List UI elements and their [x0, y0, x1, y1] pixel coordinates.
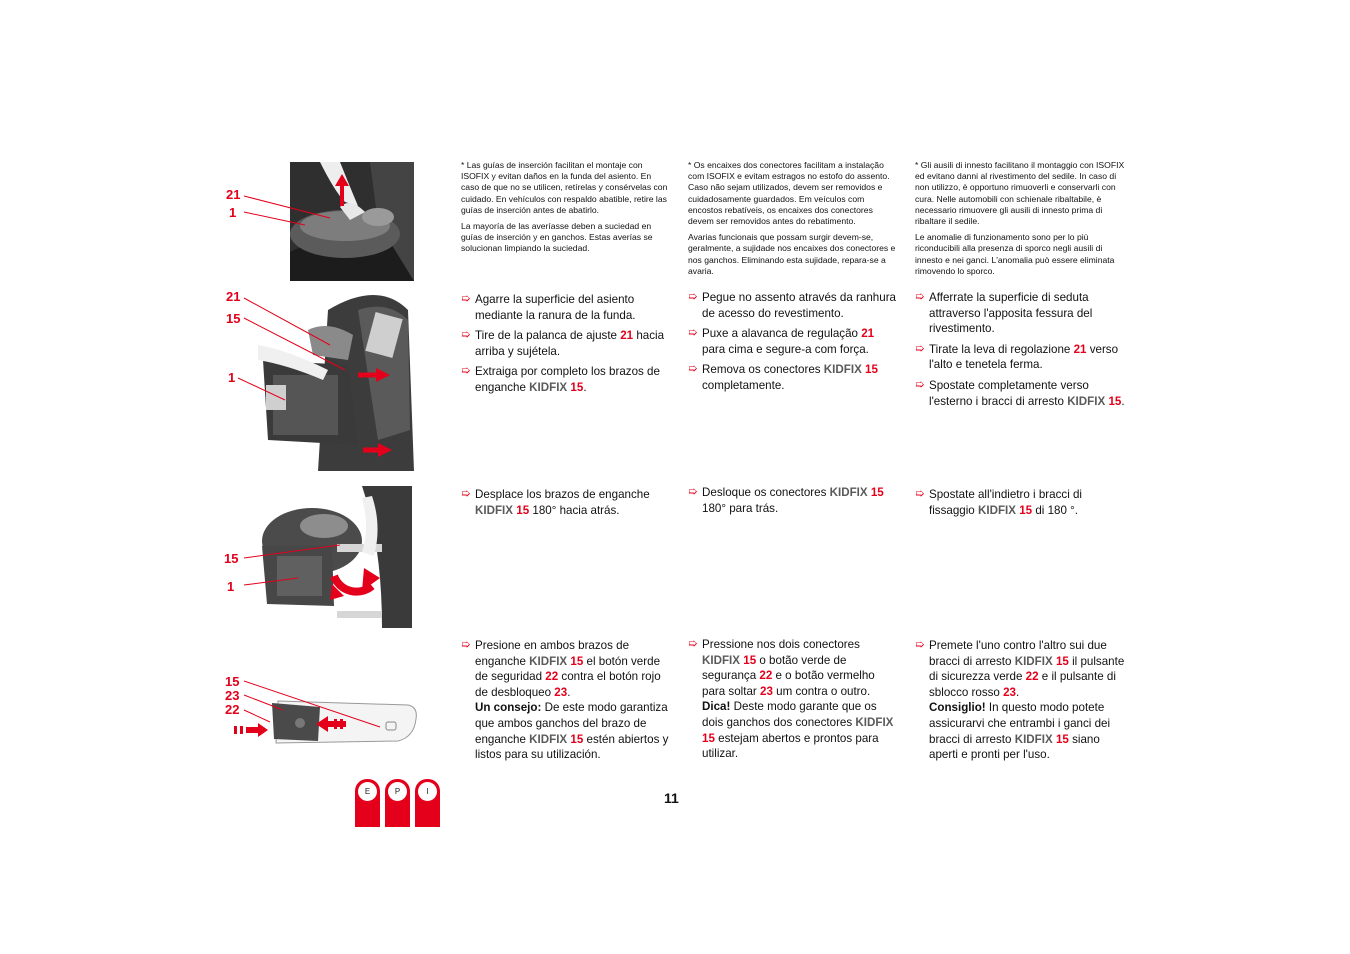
step-es-1c: ➯ Extraiga por completo los brazos de enganche KIDFIX 15.: [461, 365, 660, 394]
steps-es-2: [461, 487, 671, 523]
note-it-1: * Gli ausili di innesto facilitano il montaggio con ISOFIX ed evitano danni al rivestimento del sedile. In caso di non utilizzo, è opportuno rimuoverli e conservarli con cura. Nelle automobili con schienale ribaltabile, è necessario rimuovere gli ausili di innesto prima di ribaltare il sedile.: [915, 160, 1125, 227]
steps-it-1: [915, 290, 1125, 414]
note-pt-2: Avarias funcionais que possam surgir devem-se, geralmente, a sujidade nos encaixes dos conectores e nos ganchos. Eliminando esta sujidade, repara-se a avaria.: [688, 232, 896, 276]
steps-it-3: [915, 638, 1125, 768]
page-number: 11: [664, 790, 679, 806]
step-es-2a: ➯ Desplace los brazos de enganche KIDFIX 15 180° hacia atrás.: [461, 488, 650, 517]
step-it-2a: ➯ Spostate all'indietro i bracci di fissaggio KIDFIX 15 di 180 °.: [915, 488, 1083, 517]
step-it-1b: ➯ Tirate la leva di regolazione 21 verso l'alto e tenetela ferma.: [915, 342, 1119, 372]
arrow-bullet-icon: ➯: [915, 291, 925, 303]
steps-es-3: [461, 638, 671, 768]
step-es-1b: ➯ Tire de la palanca de ajuste 21 hacia arriba y sujétela.: [461, 329, 665, 358]
lang-tab-e: [355, 779, 380, 827]
arrow-bullet-icon: ➯: [461, 293, 471, 305]
lang-tab-e-label: E: [358, 782, 377, 801]
callout-fig2-15: 15: [226, 311, 241, 326]
figure-3-illustration: [262, 486, 412, 628]
steps-pt-2: [688, 485, 898, 521]
step-pt-1c: ➯ Remova os conectores KIDFIX 15 completamente.: [688, 363, 878, 392]
arrow-bullet-icon: ➯: [461, 329, 471, 342]
callout-fig2-1: 1: [228, 370, 236, 385]
arrow-bullet-icon: ➯: [915, 378, 925, 391]
figure-2-photo: [258, 290, 414, 471]
arrow-bullet-icon: ➯: [688, 363, 698, 376]
lang-tab-i-label: I: [418, 782, 437, 801]
arrow-bullet-icon: ➯: [688, 638, 698, 650]
lang-tab-i: [415, 779, 440, 827]
figure-4-push-arrow: [234, 722, 270, 738]
arrow-bullet-icon: ➯: [915, 639, 925, 651]
callout-fig4-22: 22: [225, 702, 240, 717]
callout-fig1-1: 1: [229, 205, 237, 220]
notes-es: [461, 160, 671, 255]
steps-pt-3: [688, 637, 898, 767]
note-it-2: Le anomalie di funzionamento sono per lo più riconducibili alla presenza di sporco negli ausili di innesto e nei ganci. L'anomalia può essere eliminata rimovendo lo sporco.: [915, 232, 1115, 276]
step-pt-1a: ➯ Pegue no assento através da ranhura de acesso do revestimento.: [688, 291, 897, 320]
callout-fig2-21: 21: [226, 289, 241, 304]
step-it-3a: ➯ Premete l'uno contro l'altro sui due bracci di arresto KIDFIX 15 il pulsante di sicurezza verde 22 e il pulsante di sblocco rosso 23. Consiglio! In questo modo potete assicurarvi che entrambi i ganci dei bracci di arresto KIDFIX 15 siano aperti e pronti per l'uso.: [915, 639, 1125, 762]
step-pt-3a: ➯ Pressione nos dois conectores KIDFIX 15 o botão verde de segurança 22 e o botão vermelho para soltar 23 um contra o outro. Dica! Deste modo garante que os dois ganchos dos conectores KIDFIX 15 estejam abertos e prontos para utilizar.: [688, 638, 894, 761]
callout-fig3-1: 1: [227, 579, 235, 594]
step-pt-1b: ➯ Puxe a alavanca de regulação 21 para cima e segure-a com força.: [688, 327, 875, 356]
step-es-1a: ➯ Agarre la superficie del asiento mediante la ranura de la funda.: [461, 293, 636, 322]
lang-tab-p-label: P: [388, 782, 407, 801]
arrow-bullet-icon: ➯: [915, 342, 925, 355]
callout-fig4-15: 15: [225, 674, 240, 689]
notes-pt: [688, 160, 898, 277]
steps-it-2: [915, 487, 1125, 523]
figure-1-photo: [290, 162, 414, 281]
steps-pt-1: [688, 290, 898, 399]
steps-es-1: [461, 292, 671, 401]
arrow-bullet-icon: ➯: [688, 486, 698, 498]
step-pt-2a: ➯ Desloque os conectores KIDFIX 15 180° para trás.: [688, 486, 884, 515]
lang-tab-p: [385, 779, 410, 827]
figure-4-illustration: [268, 697, 418, 745]
step-it-1c: ➯ Spostate completamente verso l'esterno i bracci di arresto KIDFIX 15.: [915, 378, 1125, 408]
callout-fig1-21: 21: [226, 187, 241, 202]
step-it-1a: ➯ Afferrate la superficie di seduta attraverso l'apposita fessura del rivestimento.: [915, 291, 1093, 336]
arrow-bullet-icon: ➯: [688, 327, 698, 340]
note-pt-1: * Os encaixes dos conectores facilitam a instalação com ISOFIX e evitam estragos no estofo do assento. Caso não sejam utilizados, devem ser removidos e cuidadosamente guardados. Em veículos com encostos rebatíveis, os encaixes dos conectores devem ser removidos antes do rebatimento.: [688, 160, 890, 227]
arrow-bullet-icon: ➯: [461, 365, 471, 378]
note-es-1: * Las guías de inserción facilitan el montaje con ISOFIX y evitan daños en la funda del asiento. En caso de que no se utilicen, retírelas y consérvelas con cuidado. En vehículos con respaldo abatible, retire las guías de inserción antes de abatirlo.: [461, 160, 668, 215]
arrow-bullet-icon: ➯: [461, 639, 471, 651]
figure-2-illustration: [258, 290, 414, 471]
arrow-bullet-icon: ➯: [688, 291, 698, 303]
callout-fig4-23: 23: [225, 688, 240, 703]
arrow-bullet-icon: ➯: [915, 488, 925, 500]
arrow-bullet-icon: ➯: [461, 488, 471, 500]
figure-1-illustration: [290, 162, 414, 281]
figure-3-photo: [262, 486, 412, 628]
callout-fig3-15: 15: [224, 551, 239, 566]
step-es-3a: ➯ Presione en ambos brazos de enganche KIDFIX 15 el botón verde de seguridad 22 contra el botón rojo de desbloqueo 23. Un consejo: De este modo garantiza que ambos ganchos del brazo de enganche KIDFIX 15 estén abiertos y listos para su utilización.: [461, 639, 669, 762]
notes-it: [915, 160, 1125, 277]
figure-4-photo: [268, 697, 418, 745]
note-es-2: La mayoría de las averíasse deben a suciedad en guías de inserción y en ganchos. Estas averías se solucionan limpiando la suciedad.: [461, 221, 653, 254]
